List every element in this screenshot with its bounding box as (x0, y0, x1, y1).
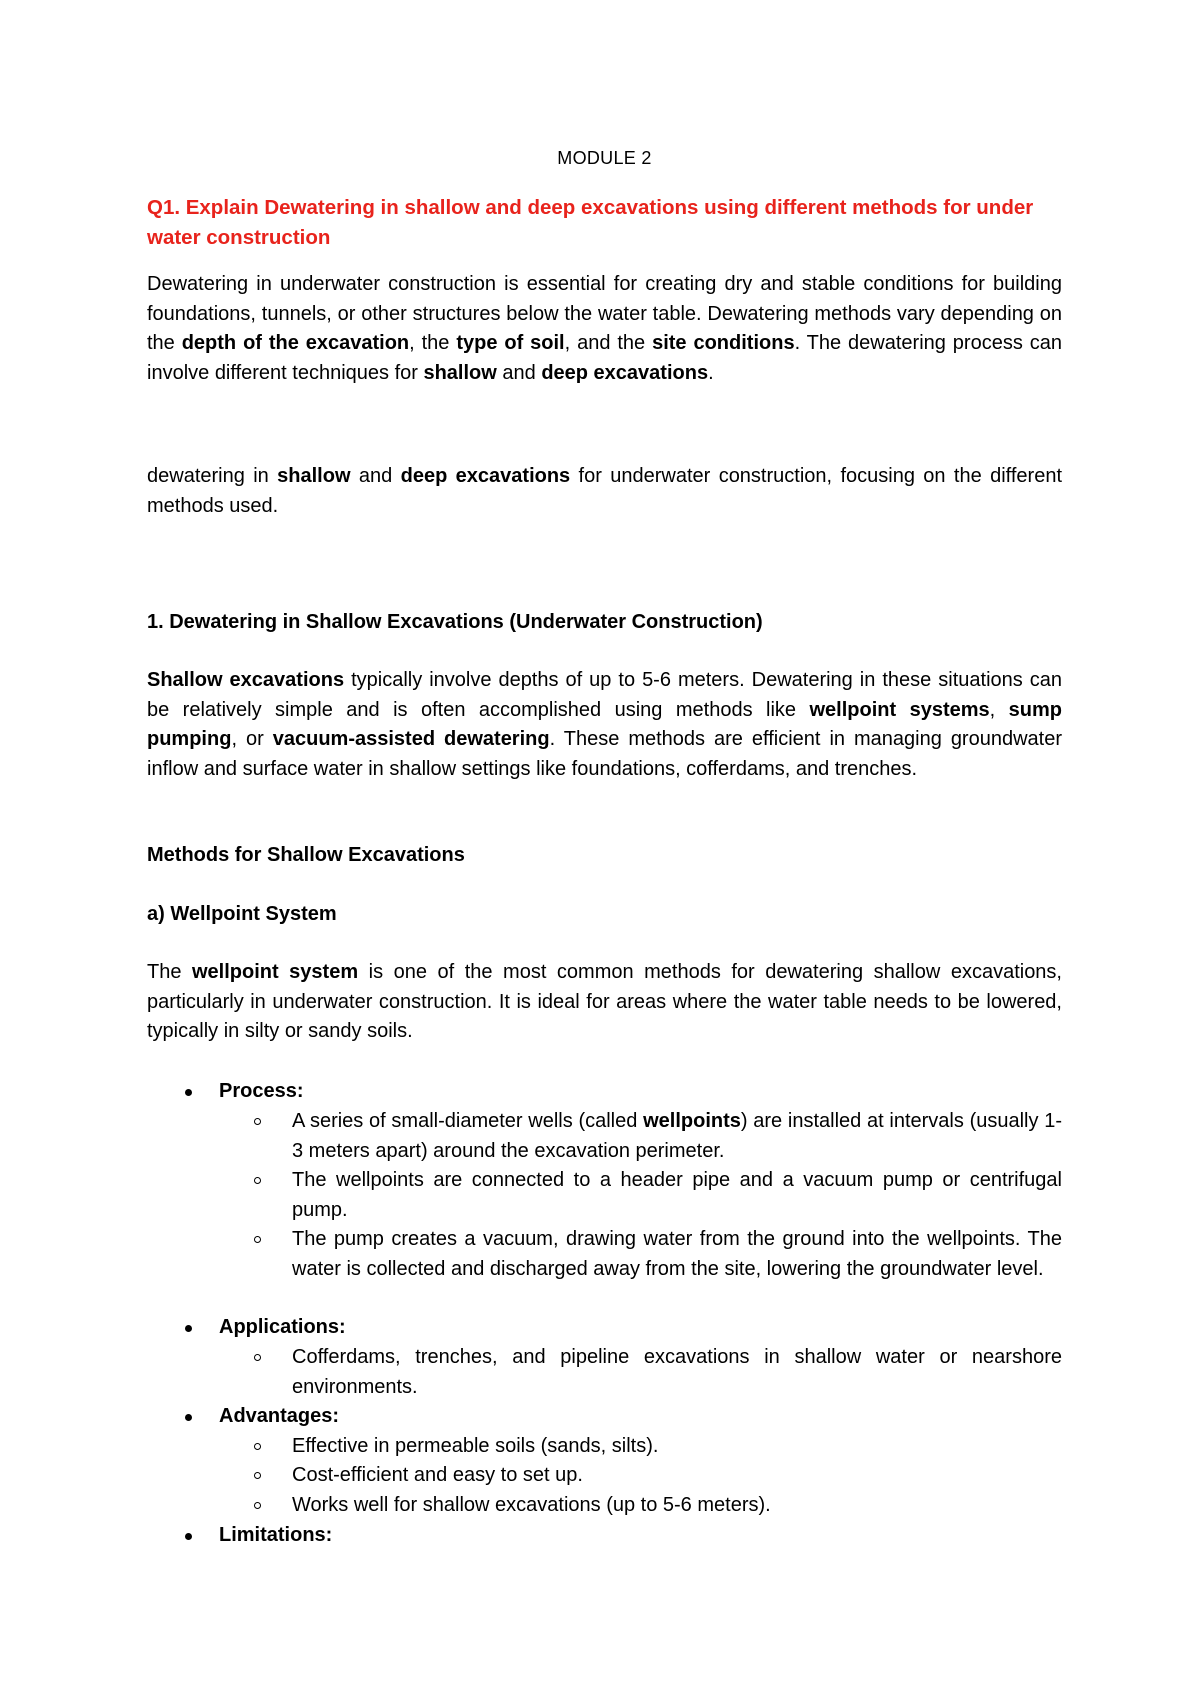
sub-bullet-circle (254, 1236, 261, 1243)
wellpoint-heading: a) Wellpoint System (147, 903, 337, 925)
bullet-applications (147, 1313, 1062, 1343)
bullet-advantages (147, 1402, 1062, 1432)
intro-bold-3: site conditions (652, 332, 795, 354)
intro-bold-5: deep excavations (541, 361, 709, 384)
advantages-item-3 (147, 1491, 1062, 1521)
section1-bold-2: wellpoint systems (809, 698, 990, 721)
bullet-dot (185, 1089, 192, 1096)
section1-paragraph (147, 666, 1062, 784)
section1-bold-1: Shallow excavations (147, 669, 345, 691)
bullet-label-applications: Applications: (219, 1316, 346, 1338)
bullet-dot (185, 1533, 192, 1540)
intro-text-1: Dewatering in underwater construction is essential for creating dry and stable conditions for building foundations, tunnels, or other structures below the water table. Dewatering methods vary depending on the (147, 273, 1062, 354)
intro-paragraph (147, 270, 1062, 388)
process-item-1-part-2: ) are installed at intervals (usually 1-3 meters apart) around the excavation perimeter. (292, 1110, 1062, 1162)
wellpoint-text-2: is one of the most common methods for dewatering shallow excavations, particularly in underwater construction. It is ideal for areas where the water table needs to be lowered, typically in silty or sandy soils. (147, 961, 1062, 1042)
module-title: MODULE 2 (557, 148, 652, 168)
intro-text-6: . (708, 361, 714, 384)
intro-text-5: and (496, 361, 542, 384)
intro-text-4: . The dewatering process can involve different techniques for (147, 332, 1062, 384)
process-item-2 (147, 1166, 1062, 1226)
summary-text-2: and (350, 465, 401, 487)
advantages-item-3-text: Works well for shallow excavations (up to 5-6 meters). (292, 1494, 771, 1516)
wellpoint-bold-1: wellpoint system (192, 961, 359, 983)
intro-bold-4: shallow (423, 361, 497, 384)
section1-heading: 1. Dewatering in Shallow Excavations (Underwater Construction) (147, 611, 763, 633)
section1-text-1: typically involve depths of up to 5-6 meters. Dewatering in these situations can be relatively simple and is often accomplished using methods like (147, 669, 1062, 721)
intro-text-2: , the (409, 332, 457, 354)
process-item-3-text: The pump creates a vacuum, drawing water from the ground into the wellpoints. The water is collected and discharged away from the site, lowering the groundwater level. (292, 1228, 1062, 1280)
summary-bold-1: shallow (277, 465, 351, 487)
sub-bullet-circle (254, 1472, 261, 1479)
section1-bold-3: sump pumping (147, 698, 1062, 750)
bullet-label-advantages: Advantages: (219, 1405, 340, 1427)
intro-bold-1: depth of the excavation (181, 332, 410, 354)
process-item-1-text (292, 1107, 1062, 1166)
wellpoint-paragraph (147, 958, 1062, 1047)
wellpoint-text-1: The (147, 961, 192, 983)
document-page (147, 0, 1062, 1696)
advantages-item-1 (147, 1432, 1062, 1462)
bullet-label-limitations: Limitations: (219, 1524, 333, 1546)
applications-item-1-text: Cofferdams, trenches, and pipeline excavations in shallow water or nearshore environments. (292, 1346, 1062, 1398)
advantages-item-1-text: Effective in permeable soils (sands, silts). (292, 1435, 659, 1457)
process-item-3 (147, 1225, 1062, 1315)
summary-text-3: for underwater construction, focusing on the different methods used. (147, 465, 1062, 517)
sub-bullet-circle (254, 1177, 261, 1184)
summary-paragraph (147, 462, 1062, 521)
intro-bold-2: type of soil (456, 332, 565, 354)
bullet-limitations (147, 1521, 1062, 1551)
bullet-process (147, 1077, 1062, 1107)
bullet-dot (185, 1414, 192, 1421)
process-item-2-text: The wellpoints are connected to a header pipe and a vacuum pump or centrifugal pump. (292, 1169, 1062, 1221)
advantages-item-2-text: Cost-efficient and easy to set up. (292, 1464, 583, 1486)
summary-bold-2: deep excavations (400, 465, 571, 487)
section1-text-3: , or (231, 728, 273, 750)
bullet-label-process: Process: (219, 1080, 304, 1102)
sub-bullet-circle (254, 1354, 261, 1361)
sub-bullet-circle (254, 1443, 261, 1450)
section1-text-4: . These methods are efficient in managing groundwater inflow and surface water in shallow settings like foundations, cofferdams, and trenches. (147, 728, 1062, 780)
advantages-item-2 (147, 1461, 1062, 1491)
question-heading: Q1. Explain Dewatering in shallow and deep excavations using different methods for under water construction (147, 196, 1034, 249)
methods-heading: Methods for Shallow Excavations (147, 844, 465, 866)
sub-bullet-circle (254, 1502, 261, 1509)
sub-bullet-circle (254, 1118, 261, 1125)
applications-item-1 (147, 1343, 1062, 1403)
bullet-dot (185, 1325, 192, 1332)
process-item-1-bold: wellpoints (643, 1110, 741, 1132)
process-item-1-part-1: A series of small-diameter wells (called (292, 1110, 644, 1132)
section1-text-2: , (989, 698, 1009, 721)
process-item-1 (147, 1107, 1062, 1167)
section1-bold-4: vacuum-assisted dewatering (272, 728, 550, 750)
intro-text-3: , and the (564, 332, 653, 354)
summary-text-1: dewatering in (147, 465, 278, 487)
